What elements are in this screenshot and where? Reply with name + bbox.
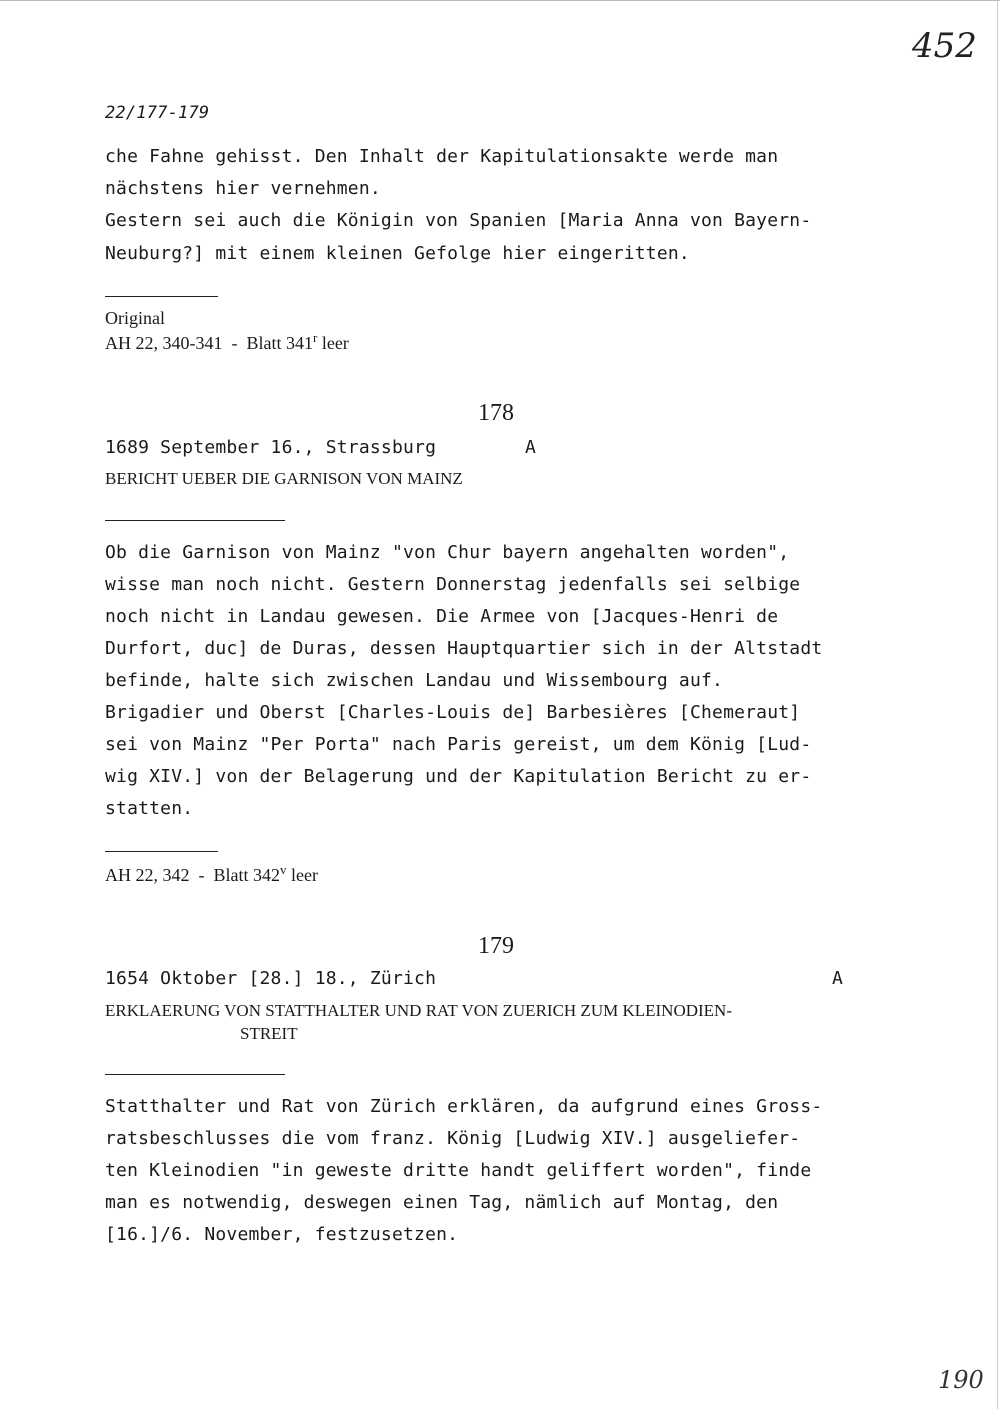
handwritten-page-number: 452 [912, 26, 977, 66]
continuation-line-4: Neuburg?] mit einem kleinen Gefolge hier eingeritten. [105, 243, 690, 264]
continuation-line-3: Gestern sei auch die Königin von Spanien [Maria Anna von Bayern- [105, 210, 812, 231]
doc179-title-line-2: STREIT [240, 1024, 298, 1043]
source-label: Original [105, 308, 165, 328]
divider [105, 296, 218, 297]
source-reference-text: AH 22, 340-341 - Blatt 341 [105, 333, 313, 353]
doc178-body-line: wisse man noch nicht. Gestern Donnerstag jedenfalls sei selbige [105, 574, 801, 595]
doc178-body-line: sei von Mainz "Per Porta" nach Paris gereist, um dem König [Lud- [105, 734, 812, 755]
document-number-178: 178 [478, 400, 514, 426]
doc178-body-line: befinde, halte sich zwischen Landau und Wissembourg auf. [105, 670, 724, 691]
doc178-body-line: Durfort, duc] de Duras, dessen Hauptquartier sich in der Altstadt [105, 638, 823, 659]
doc178-body-line: wig XIV.] von der Belagerung und der Kapitulation Bericht zu er- [105, 766, 812, 787]
doc179-body-line: [16.]/6. November, festzusetzen. [105, 1224, 459, 1245]
document-number-179: 179 [478, 933, 514, 959]
divider [105, 1074, 285, 1075]
source-reference [105, 330, 349, 354]
doc178-body-line: noch nicht in Landau gewesen. Die Armee von [Jacques-Henri de [105, 606, 779, 627]
doc178-body-line: Brigadier und Oberst [Charles-Louis de] Barbesières [Chemeraut] [105, 702, 801, 723]
doc178-date-place: 1689 September 16., Strassburg [105, 437, 437, 458]
doc178-title: BERICHT UEBER DIE GARNISON VON MAINZ [105, 469, 463, 488]
doc179-body-line: man es notwendig, deswegen einen Tag, nämlich auf Montag, den [105, 1192, 779, 1213]
doc179-body-line: ratsbeschlusses die vom franz. König [Ludwig XIV.] ausgeliefer- [105, 1128, 801, 1149]
doc179-date-place: 1654 Oktober [28.] 18., Zürich [105, 968, 437, 989]
scan-edge-right [997, 0, 998, 1409]
doc178-type: A [525, 437, 537, 458]
divider [105, 520, 285, 521]
doc178-body-line: statten. [105, 798, 194, 819]
source-reference-sup: r [312, 330, 318, 345]
continuation-line-1: che Fahne gehisst. Den Inhalt der Kapitulationsakte werde man [105, 146, 779, 167]
doc178-body-line: Ob die Garnison von Mainz "von Chur bayern angehalten worden", [105, 542, 790, 563]
source-reference-suffix: leer [317, 333, 349, 353]
doc179-title-line-1: ERKLAERUNG VON STATTHALTER UND RAT VON ZUERICH ZUM KLEINODIEN- [105, 1001, 732, 1020]
doc178-source [105, 862, 318, 886]
doc179-body-line: Statthalter und Rat von Zürich erklären, da aufgrund eines Gross- [105, 1096, 823, 1117]
document-reference: 22/177-179 [105, 103, 210, 123]
continuation-line-2: nächstens hier vernehmen. [105, 178, 381, 199]
doc178-source-sup: v [280, 862, 287, 877]
archive-stamp-number: 190 [938, 1366, 984, 1394]
doc178-source-suffix: leer [286, 865, 318, 885]
doc179-body-line: ten Kleinodien "in geweste dritte handt geliffert worden", finde [105, 1160, 812, 1181]
divider [105, 851, 218, 852]
scan-edge-top [0, 0, 1000, 1]
doc179-type: A [832, 968, 844, 989]
doc178-source-text: AH 22, 342 - Blatt 342 [105, 865, 280, 885]
